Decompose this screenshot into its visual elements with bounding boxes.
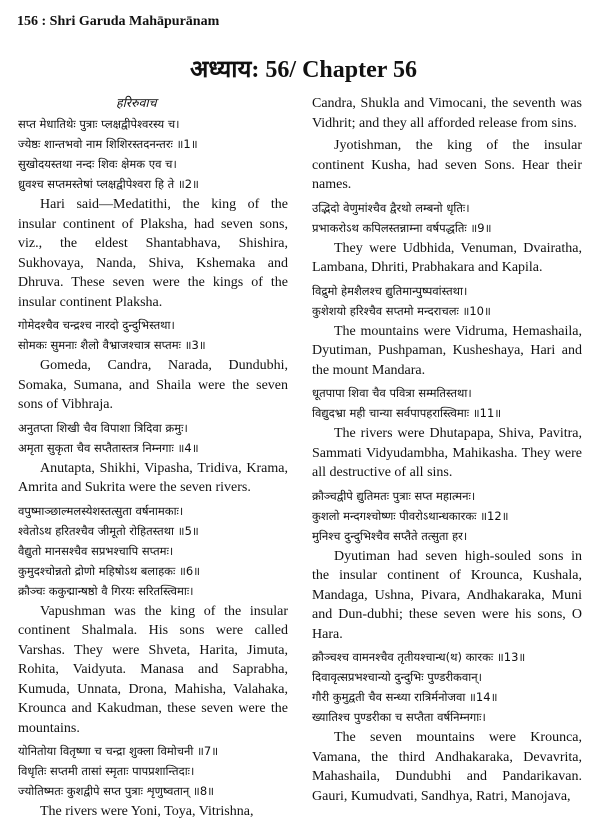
verse-line: क्रौञ्चः ककुद्मान्षष्ठो वै गिरयः सरितस्त्विमाः। xyxy=(18,583,194,598)
verse-block xyxy=(312,198,582,238)
verse-line: ख्यातिश्च पुण्डरीका च सप्तैता वर्षनिम्नगाः। xyxy=(312,710,486,724)
verse-block xyxy=(312,383,582,423)
verse-line: गोमेदश्चैव चन्द्रश्च नारदो दुन्दुभिस्तथा। xyxy=(18,318,175,332)
verse-line: श्वेतोऽथ हरितश्चैव जीमूतो रोहितस्तथा ॥5॥ xyxy=(18,523,199,538)
translation-paragraph: Gomeda, Candra, Narada, Dundubhi, Somaka, Sumana, and Shaila were the seven sons of Vibhraja. xyxy=(18,358,288,412)
translation-paragraph: Candra, Shukla and Vimocani, the seventh was Vidhrit; and they all afforded release from sins. xyxy=(312,96,582,131)
verse-block xyxy=(312,281,582,321)
verse-line: धूतपापा शिवा चैव पवित्रा सम्मतिस्तथा। xyxy=(312,386,472,400)
verse-line: अनुतप्ता शिखी चैव विपाशा त्रिदिवा क्रमुः। xyxy=(18,420,188,435)
verse-line: वैद्युतो मानसश्चैव सप्रभश्चापि सप्तमः। xyxy=(18,543,174,558)
verse-line: ज्येष्ठः शान्तभवो नाम शिशिरस्तदनन्तरः ॥1॥ xyxy=(18,137,198,151)
verse-block xyxy=(18,418,288,458)
left-column xyxy=(18,86,288,825)
verse-line: सप्त मेधातिथेः पुत्राः प्लक्षद्वीपेश्वरस्य च। xyxy=(18,117,180,131)
verse-line: क्रौञ्चश्च वामनश्चैव तृतीयश्चान्ध(थ) कारकः ॥13॥ xyxy=(312,650,526,664)
verse-line: ज्योतिष्मतः कुशद्वीपे सप्त पुत्राः शृणुष्वतान् ॥8॥ xyxy=(18,784,215,798)
verse-line: प्रभाकरोऽथ कपिलस्तन्नाम्ना वर्षपद्धतिः ॥9॥ xyxy=(312,220,492,235)
translation-paragraph: They were Udbhida, Venuman, Dvairatha, Lambana, Dhriti, Prabhakara and Kapila. xyxy=(312,240,582,275)
chapter-title: अध्याय: 56/ Chapter 56 xyxy=(190,57,417,83)
verse-line: सोमकः सुमनाः शैलो वैभ्राजश्चात्र सप्तमः ॥3॥ xyxy=(18,338,206,352)
verse-line: गौरी कुमुद्वती चैव सन्ध्या रात्रिर्मनोजवा ॥14॥ xyxy=(312,690,498,704)
verse-line: योनितोया वितृष्णा च चन्द्रा शुक्ला विमोचनी ॥7॥ xyxy=(18,744,219,758)
translation-paragraph: Anutapta, Shikhi, Vipasha, Tridiva, Krama, Amrita and Sukrita were the seven rivers. xyxy=(18,460,288,495)
verse-line: अमृता सुकृता चैव सप्तैतास्तत्र निम्नगाः ॥4॥ xyxy=(18,440,199,455)
running-head: 156 : Shri Garuda Mahāpurānam xyxy=(17,14,220,29)
verse-block xyxy=(18,501,288,601)
verse-block xyxy=(18,315,288,355)
speaker-subhead: हरिरुवाच xyxy=(116,96,157,110)
verse-line: कुमुदश्चोन्नतो द्रोणो महिषोऽथ बलाहकः ॥6॥ xyxy=(18,563,201,578)
translation-paragraph: Vapushman was the king of the insular continent Shalmala. His sons were called Varshas. They were Shveta, Harita, Jimuta, Rohita, Vaidyuta. Manasa and Saprabha, Kumuda, Unnata, Drona, Mahisha, Valahaka, Krounca and Kakudman, these seven were the mountains. xyxy=(18,603,288,736)
verse-line: सुखोदयस्तथा नन्दः शिवः क्षेमक एव च। xyxy=(18,157,177,171)
verse-line: कुशलो मन्दगश्चोष्णः पीवरोऽथान्धकारकः ॥12॥ xyxy=(312,508,509,523)
verse-line: विधृतिः सप्तमी तासां स्मृताः पापप्रशान्तिदाः। xyxy=(18,764,195,778)
verse-line: कुशेशयो हरिश्चैव सप्तमो मन्दराचलः ॥10॥ xyxy=(312,303,491,318)
verse-block xyxy=(18,114,288,194)
right-column xyxy=(312,93,582,809)
translation-paragraph: Jyotishman, the king of the insular continent Kusha, had seven Sons. Hear their names. xyxy=(312,138,582,192)
verse-line: क्रौञ्चद्वीपे द्युतिमतः पुत्राः सप्त महात्मनः। xyxy=(312,488,476,503)
verse-block xyxy=(312,486,582,546)
translation-paragraph: Dyutiman had seven high-souled sons in the insular continent of Krounca, Kushala, Mandaga, Ushna, Pivara, Andhakaraka, Muni and Dun-dubhi; these seven were his sons, O Hara. xyxy=(312,548,582,642)
verse-line: विद्युदभ्रा मही चान्या सर्वपापहरास्त्विमाः ॥11॥ xyxy=(312,406,502,420)
translation-paragraph: The rivers were Dhutapapa, Shiva, Pavitra, Sammati Vidyudambha, Mahikasha. They were all destructive of all sins. xyxy=(312,426,582,480)
translation-paragraph: The rivers were Yoni, Toya, Vitrishna, xyxy=(40,804,254,819)
verse-line: मुनिश्च दुन्दुभिश्चैव सप्तैते तत्सुता हर। xyxy=(312,528,468,543)
verse-line: वपुष्माञ्छाल्मलस्येशस्तत्सुता वर्षनामकाः। xyxy=(18,503,184,518)
verse-line: ध्रुवश्च सप्तमस्तेषां प्लक्षद्वीपेश्वरा हि ते ॥2॥ xyxy=(18,177,199,191)
verse-line: विद्रुमो हेमशैलश्च द्युतिमान्पुष्पवांस्तथा। xyxy=(312,283,468,298)
translation-paragraph: The mountains were Vidruma, Hemashaila, Dyutiman, Pushpaman, Kusheshaya, Hari and the mount Mandara. xyxy=(312,323,582,378)
verse-line: उद्भिदो वेणुमांश्चैव द्वैरथो लम्बनो धृतिः। xyxy=(312,200,470,215)
verse-block xyxy=(312,647,582,727)
translation-paragraph: Hari said—Medatithi, the king of the insular continent of Plaksha, had seven sons, viz., the eldest Shantabhava, Shishira, Sukhovaya, Nanda, Shiva, Kshemaka and Dhruva. These seven were the kings of the insular continent Plaksha. xyxy=(18,197,288,310)
translation-paragraph: The seven mountains were Krounca, Vamana, the third Andhakaraka, Devavrita, Mahashaila, Dundubhi and Pandarikavan. Gauri, Kumudvati, Sandhya, Ratri, Manojava, xyxy=(312,730,582,804)
verse-line: दिवावृत्सप्रभश्चान्यो दुन्दुभिः पुण्डरीकवान्। xyxy=(312,670,482,684)
verse-block xyxy=(18,741,288,801)
